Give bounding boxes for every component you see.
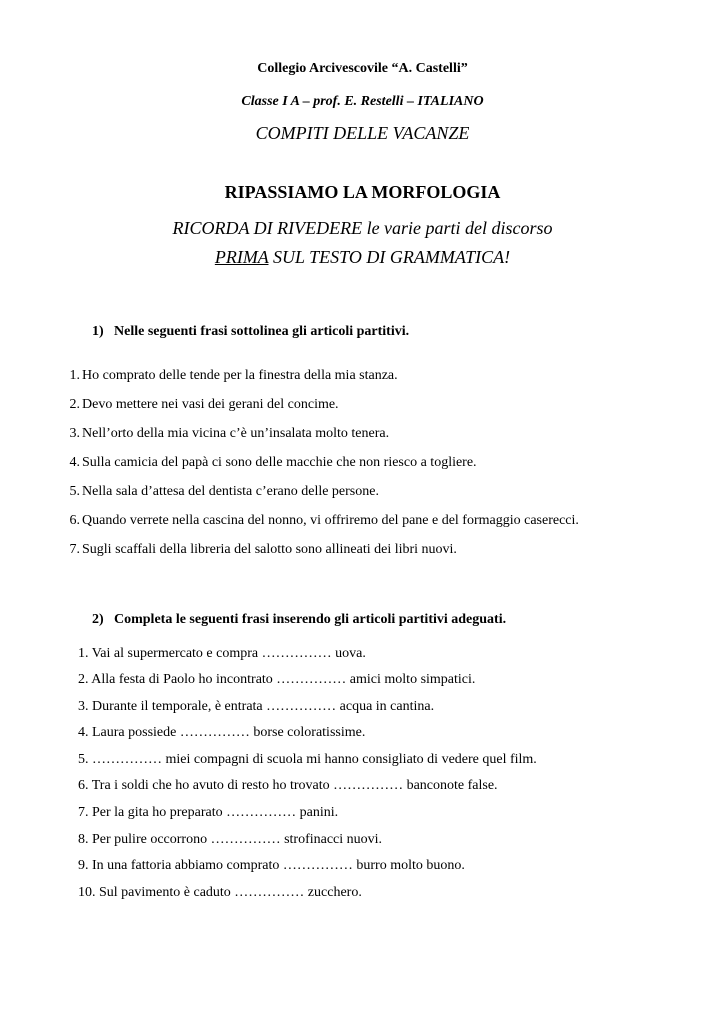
item-text: Per pulire occorrono …………… strofinacci nuovi. xyxy=(92,832,383,847)
list-item xyxy=(60,426,700,444)
list-item xyxy=(78,858,465,874)
exercise-2-title xyxy=(92,612,506,628)
list-item xyxy=(78,832,382,848)
reminder-line-2-rest: SUL TESTO DI GRAMMATICA! xyxy=(268,247,511,267)
list-item xyxy=(78,699,434,715)
list-item xyxy=(78,778,498,794)
item-number: 8. xyxy=(78,832,89,847)
item-number: 3. xyxy=(69,426,80,441)
item-number: 7. xyxy=(69,542,80,557)
item-number: 5. xyxy=(78,752,89,767)
item-number: 5. xyxy=(69,484,80,499)
item-text: Nell’orto della mia vicina c’è un’insalata molto tenera. xyxy=(82,426,390,441)
item-number: 2. xyxy=(78,672,89,687)
list-item xyxy=(78,885,362,901)
exercise-1-instruction: Nelle seguenti frasi sottolinea gli articoli partitivi. xyxy=(114,324,410,339)
item-text: Sul pavimento è caduto …………… zucchero. xyxy=(99,885,362,900)
item-number: 10. xyxy=(78,885,96,900)
list-item xyxy=(60,455,700,473)
item-number: 1. xyxy=(69,368,80,383)
item-text: Ho comprato delle tende per la finestra della mia stanza. xyxy=(82,368,398,383)
item-number: 4. xyxy=(69,455,80,470)
item-text: Laura possiede …………… borse coloratissime. xyxy=(92,725,366,740)
item-number: 3. xyxy=(78,699,89,714)
item-text: Quando verrete nella cascina del nonno, vi offriremo del pane e del formaggio caserecci. xyxy=(82,513,579,528)
item-number: 2. xyxy=(69,397,80,412)
list-item xyxy=(60,368,700,386)
list-item xyxy=(60,542,700,560)
item-text: In una fattoria abbiamo comprato …………… burro molto buono. xyxy=(92,858,465,873)
school-name: Collegio Arcivescovile “A. Castelli” xyxy=(257,61,468,76)
item-text: Sulla camicia del papà ci sono delle macchie che non riesco a togliere. xyxy=(82,455,477,470)
reminder-line-2 xyxy=(0,247,725,268)
item-number: 1. xyxy=(78,646,89,661)
item-number: 6. xyxy=(69,513,80,528)
item-text: Per la gita ho preparato …………… panini. xyxy=(92,805,339,820)
item-text: …………… miei compagni di scuola mi hanno consigliato di vedere quel film. xyxy=(92,752,537,767)
list-item xyxy=(60,513,700,531)
reminder-line-1: RICORDA DI RIVEDERE le varie parti del discorso xyxy=(172,218,553,238)
section-title: RIPASSIAMO LA MORFOLOGIA xyxy=(224,182,501,202)
item-text: Durante il temporale, è entrata …………… acqua in cantina. xyxy=(92,699,435,714)
exercise-1-number: 1) xyxy=(92,324,104,339)
list-item xyxy=(60,484,700,502)
item-number: 6. xyxy=(78,778,89,793)
exercise-2-number: 2) xyxy=(92,612,104,627)
main-title: COMPITI DELLE VACANZE xyxy=(255,123,470,143)
item-text: Tra i soldi che ho avuto di resto ho trovato …………… banconote false. xyxy=(91,778,498,793)
list-item xyxy=(78,805,338,821)
class-line: Classe I A – prof. E. Restelli – ITALIANO xyxy=(241,94,484,109)
item-number: 9. xyxy=(78,858,89,873)
item-text: Sugli scaffali della libreria del salotto sono allineati dei libri nuovi. xyxy=(82,542,457,557)
item-number: 7. xyxy=(78,805,89,820)
list-item xyxy=(78,672,475,688)
reminder-underlined-word: PRIMA xyxy=(214,247,269,267)
list-item xyxy=(78,646,366,662)
item-text: Devo mettere nei vasi dei gerani del concime. xyxy=(82,397,339,412)
item-text: Vai al supermercato e compra …………… uova. xyxy=(91,646,366,661)
item-number: 4. xyxy=(78,725,89,740)
exercise-1-title xyxy=(92,324,409,340)
exercise-2-instruction: Completa le seguenti frasi inserendo gli articoli partitivi adeguati. xyxy=(114,612,507,627)
list-item xyxy=(78,725,365,741)
item-text: Alla festa di Paolo ho incontrato …………… amici molto simpatici. xyxy=(91,672,476,687)
item-text: Nella sala d’attesa del dentista c’erano delle persone. xyxy=(82,484,379,499)
list-item xyxy=(60,397,700,415)
list-item xyxy=(78,752,537,768)
